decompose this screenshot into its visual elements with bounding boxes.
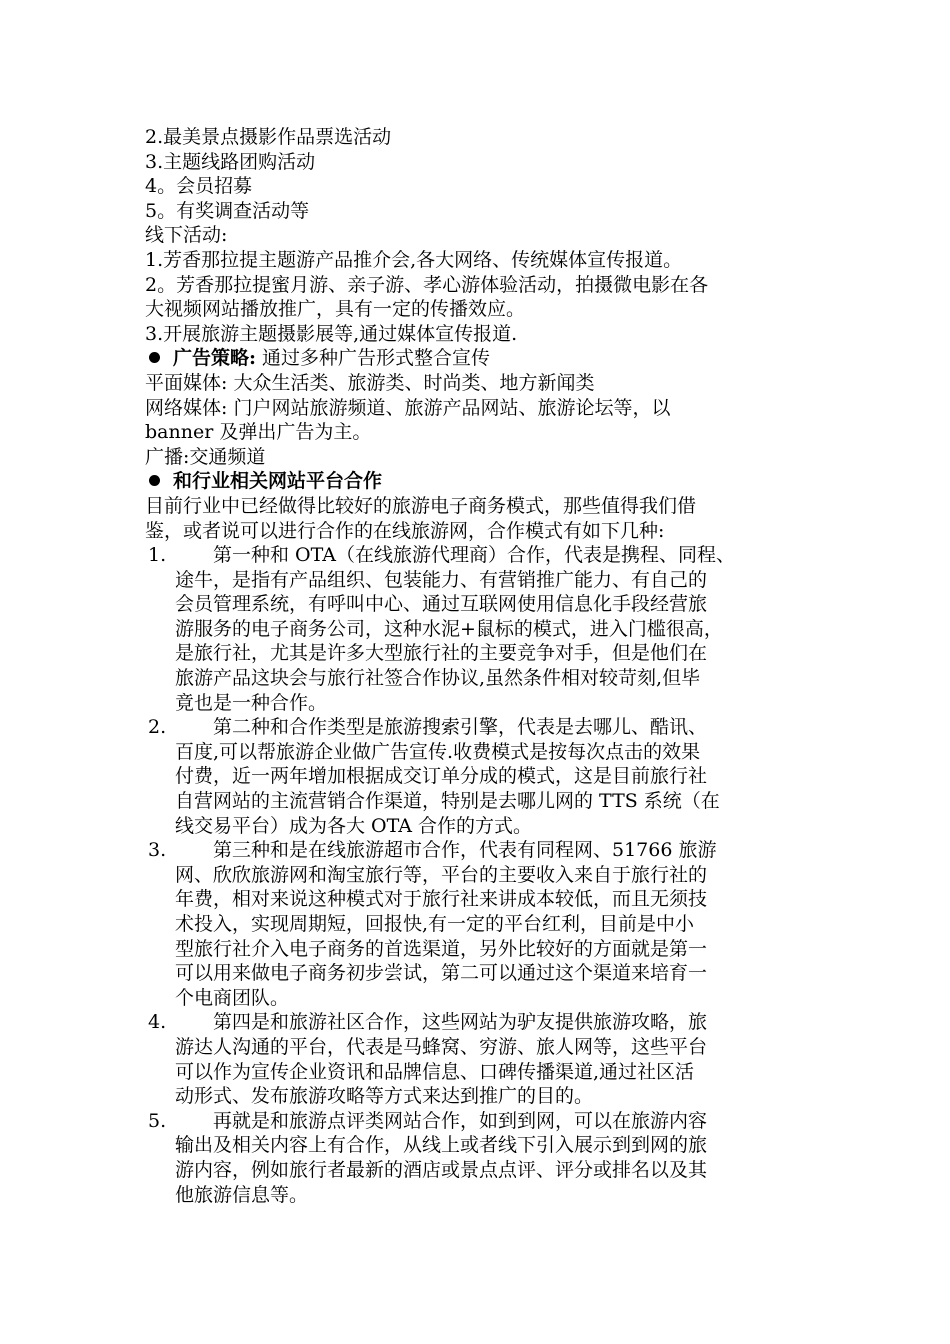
text-line: 大视频网站播放推广，具有一定的传播效应。 [145,298,526,321]
bullet-icon [149,352,160,363]
list-item [145,543,810,715]
text-line: 百度,可以帮旅游企业做广告宣传.收费模式是按每次点击的效果 [175,740,701,763]
text-line: 动形式、发布旅游攻略等方式来达到推广的目的。 [175,1085,594,1108]
text-line: 旅游产品这块会与旅行社签合作协议,虽然条件相对较苛刻,但毕 [175,667,701,690]
ad-strategy-heading [145,346,810,371]
list-number: 3. [148,839,167,862]
text-line: 3.主题线路团购活动 [145,150,316,173]
text-line: 年费，相对来说这种模式对于旅行社来讲成本较低，而且无须技 [175,888,708,911]
partnership-heading-text: 和行业相关网站平台合作 [173,470,383,493]
list-item [145,715,810,838]
text-line: 他旅游信息等。 [175,1183,309,1206]
text-line: banner 及弹出广告为主。 [145,421,372,444]
text-line: 游服务的电子商务公司，这种水泥+鼠标的模式，进入门槛很高， [175,617,723,640]
ad-strategy-text: 通过多种广告形式整合宣传 [256,347,491,370]
text-line: 广播:交通频道 [145,445,266,468]
text-line: 个电商团队。 [175,986,290,1009]
text-line: 4。会员招募 [145,175,253,198]
text-line: 游达人沟通的平台，代表是马蜂窝、穷游、旅人网等，这些平台 [175,1035,708,1058]
ad-strategy-label: 广告策略: [173,347,257,370]
text-line: 2.最美景点摄影作品票选活动 [145,126,392,148]
text-line [175,543,810,568]
text-line: 1.芳香那拉提主题游产品推介会,各大网络、传统媒体宣传报道。 [145,248,683,271]
list-number: 4. [148,1011,167,1034]
text-line: 网络媒体: 门户网站旅游频道、旅游产品网站、旅游论坛等，以 [145,396,671,419]
text-line: 2。芳香那拉提蜜月游、亲子游、孝心游体验活动，拍摄微电影在各 [145,273,709,296]
text-line: 途牛，是指有产品组织、包装能力、有营销推广能力、有自己的 [175,568,708,591]
text-span: 第四是和旅游社区合作，这些网站为驴友提供旅游攻略，旅 [213,1011,708,1034]
ad-strategy-section [145,346,810,469]
partnership-models-list [145,543,810,1207]
list-item [145,1010,810,1108]
offline-heading: 线下活动: [145,224,228,247]
text-span: 第三种和是在线旅游超市合作，代表有同程网、51766 旅游 [213,839,717,862]
text-line: 输出及相关内容上有合作，从线上或者线下引入展示到到网的旅 [175,1134,708,1157]
list-number: 2. [148,716,167,739]
text-line: 会员管理系统，有呼叫中心、通过互联网使用信息化手段经营旅 [175,593,708,616]
text-line [175,715,810,740]
text-line: 平面媒体: 大众生活类、旅游类、时尚类、地方新闻类 [145,371,595,394]
text-span: 第一种和 OTA（在线旅游代理商）合作，代表是携程、同程、 [213,544,735,567]
text-line [175,838,810,863]
text-line: 目前行业中已经做得比较好的旅游电子商务模式，那些值得我们借 [145,494,697,517]
list-number: 5. [148,1109,167,1132]
document-body [145,125,810,1207]
online-activities-list [145,125,810,223]
text-line: 竟也是一种合作。 [175,691,328,714]
list-number: 1. [148,544,167,567]
text-line: 自营网站的主流营销合作渠道，特别是去哪儿网的 TTS 系统（在 [175,790,720,813]
partnership-heading [145,469,810,494]
text-line: 鉴，或者说可以进行合作的在线旅游网，合作模式有如下几种: [145,519,665,542]
text-line: 可以用来做电子商务初步尝试，第二可以通过这个渠道来培育一 [175,962,708,985]
text-line: 游内容，例如旅行者最新的酒店或景点点评、评分或排名以及其 [175,1158,708,1181]
text-line: 是旅行社，尤其是许多大型旅行社的主要竞争对手，但是他们在 [175,642,708,665]
text-line: 术投入，实现周期短，回报快,有一定的平台红利，目前是中小 [175,913,695,935]
list-item [145,1109,810,1207]
text-line: 5。有奖调查活动等 [145,199,310,222]
text-line: 线交易平台）成为各大 OTA 合作的方式。 [175,814,533,837]
text-line: 可以作为宣传企业资讯和品牌信息、口碑传播渠道,通过社区活 [175,1060,695,1083]
text-span: 再就是和旅游点评类网站合作，如到到网，可以在旅游内容 [213,1109,708,1132]
text-line: 网、欣欣旅游网和淘宝旅行等，平台的主要收入来自于旅行社的 [175,863,708,886]
text-line: 3.开展旅游主题摄影展等,通过媒体宣传报道. [145,322,518,345]
partnership-section [145,469,810,1207]
text-line [175,1109,810,1134]
text-line [175,1010,810,1035]
bullet-icon [149,475,160,486]
list-item [145,838,810,1010]
offline-activities-section [145,223,810,346]
text-line: 型旅行社介入电子商务的首选渠道，另外比较好的方面就是第一 [175,937,708,960]
text-line: 付费，近一两年增加根据成交订单分成的模式，这是目前旅行社 [175,765,708,788]
text-span: 第二种和合作类型是旅游搜索引擎，代表是去哪儿、酷讯、 [213,716,708,739]
